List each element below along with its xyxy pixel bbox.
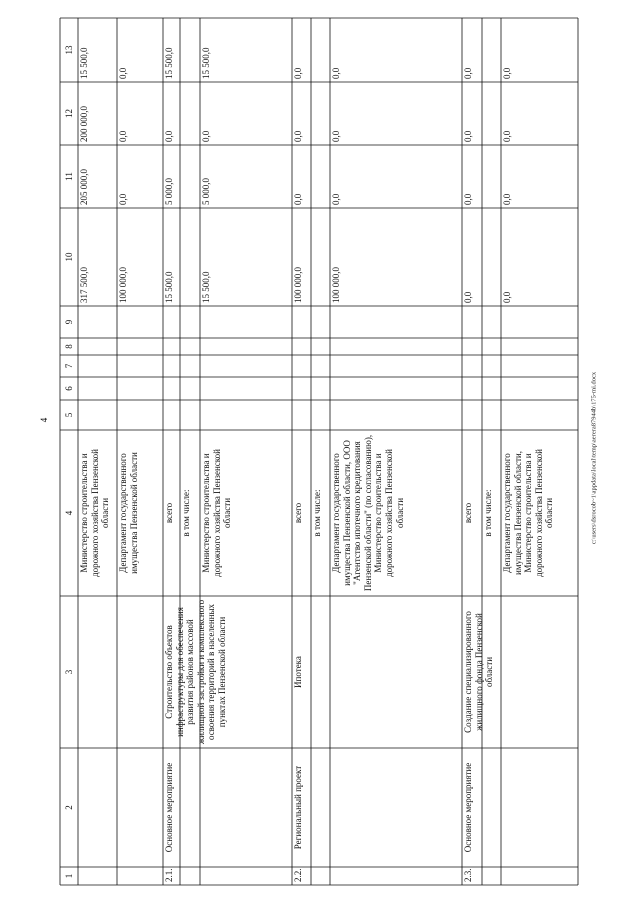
table-cell-9 — [311, 306, 330, 338]
table-cell-7-text — [482, 356, 501, 376]
table-cell-6-text — [117, 378, 163, 399]
table-cell-5 — [330, 400, 462, 430]
table-cell-12 — [200, 82, 292, 145]
table-cell-10 — [78, 208, 117, 306]
table-cell-11 — [78, 145, 117, 208]
table-cell-13-text — [180, 19, 200, 81]
table-cell-12 — [311, 82, 330, 145]
table-cell-11-text: 0,0 — [463, 193, 473, 205]
table-cell-11 — [330, 145, 462, 208]
header-cell — [60, 208, 78, 306]
table-cell-5-text — [330, 401, 462, 429]
table-cell-2-text — [78, 749, 163, 866]
header-cell-text: 9 — [63, 319, 74, 325]
table-cell-13-text: 15 500,0 — [164, 47, 174, 79]
table-cell-8-text — [78, 339, 117, 354]
table-cell-10-text — [482, 209, 501, 305]
table-cell-6 — [163, 377, 180, 400]
table-cell-11-text: 5 000,0 — [164, 178, 174, 205]
table-cell-8 — [311, 338, 330, 355]
table-cell-13 — [330, 18, 462, 82]
table-cell-9 — [180, 306, 200, 338]
header-cell-text: 4 — [63, 510, 74, 516]
table-cell-13-text: 0,0 — [502, 67, 512, 79]
table-cell-6 — [200, 377, 292, 400]
table-cell-6 — [78, 377, 117, 400]
table-cell-13 — [501, 18, 578, 82]
table-cell-9 — [200, 306, 292, 338]
table-cell-10-text: 15 500,0 — [164, 271, 174, 303]
table-cell-4-text: всего — [164, 502, 174, 524]
table-cell-8 — [292, 338, 311, 355]
table-cell-13 — [117, 18, 163, 82]
table-cell-9-text — [163, 307, 180, 337]
table-cell-10 — [482, 208, 501, 306]
table-cell-4-text: Департамент государственного имущества Пензенской области, ООО "Агентство ипотечного кредитования Пензенской области" (по согласованию), Министерство строительства и дорожного хозяйства Пензенской области — [331, 434, 405, 592]
table-cell-13-text: 15 500,0 — [201, 47, 211, 79]
table-cell-8-text — [462, 339, 482, 354]
table-cell-4 — [180, 430, 200, 596]
table-cell-7 — [117, 355, 163, 377]
table-cell-6-text — [330, 378, 462, 399]
header-cell — [60, 400, 78, 430]
table-cell-1-text: 2.2. — [293, 868, 303, 882]
table-cell-4-text: в том числе: — [181, 489, 191, 537]
table-cell-5 — [482, 400, 501, 430]
header-cell — [60, 355, 78, 377]
table-cell-12 — [117, 82, 163, 145]
header-cell-text: 12 — [63, 109, 74, 118]
table-cell-4 — [330, 430, 462, 596]
table-cell-9-text — [482, 307, 501, 337]
table-cell-9 — [462, 306, 482, 338]
table-cell-10-text: 15 500,0 — [201, 271, 211, 303]
table-cell-6 — [482, 377, 501, 400]
table-cell-11-text — [311, 146, 330, 207]
table-cell-12-text: 0,0 — [502, 130, 512, 142]
table-cell-13 — [200, 18, 292, 82]
header-cell-text: 13 — [63, 45, 74, 55]
table-cell-6-text — [311, 378, 330, 399]
table-cell-4 — [163, 430, 180, 596]
header-cell-text: 10 — [63, 252, 74, 262]
table-cell-6 — [292, 377, 311, 400]
table-cell-7-text — [117, 356, 163, 376]
table-cell-12-text: 0,0 — [118, 130, 128, 142]
table-cell-11 — [180, 145, 200, 208]
table-cell-13-text — [311, 19, 330, 81]
table-cell-7 — [200, 355, 292, 377]
table-cell-9 — [292, 306, 311, 338]
table-cell-9-text — [200, 307, 292, 337]
table-cell-6-text — [163, 378, 180, 399]
table-cell-7-text — [180, 356, 200, 376]
table-cell-13 — [163, 18, 180, 82]
page-number: 4 — [39, 417, 49, 423]
table-cell-7-text — [78, 356, 117, 376]
table-cell-13-text: 0,0 — [293, 67, 303, 79]
table-cell-5-text — [78, 401, 117, 429]
table-cell-4-text: в том числе: — [312, 489, 322, 537]
table-cell-11-text — [180, 146, 200, 207]
table-cell-11 — [501, 145, 578, 208]
table-cell-1 — [462, 867, 578, 885]
table-cell-13-text — [482, 19, 501, 81]
table-cell-10 — [462, 208, 482, 306]
table-cell-4 — [501, 430, 578, 596]
table-cell-12 — [482, 82, 501, 145]
table-cell-12 — [78, 82, 117, 145]
header-cell — [60, 596, 78, 748]
table-cell-11-text: 0,0 — [293, 193, 303, 205]
table-cell-4 — [311, 430, 330, 596]
table-cell-13-text: 0,0 — [118, 67, 128, 79]
table-cell-9 — [501, 306, 578, 338]
header-cell-text: 7 — [63, 363, 74, 369]
table-cell-6-text — [462, 378, 482, 399]
table-cell-7 — [330, 355, 462, 377]
table-cell-12-text — [482, 83, 501, 144]
table-cell-6 — [501, 377, 578, 400]
table-cell-4-text: всего — [463, 502, 473, 524]
table-cell-8-text — [117, 339, 163, 354]
table-cell-3 — [292, 596, 462, 748]
table-cell-10-text: 100 000,0 — [118, 267, 128, 303]
table-cell-5 — [292, 400, 311, 430]
table-cell-5 — [78, 400, 117, 430]
table-cell-3-text: Создание специализированного жилищного фонда Пензенской области — [463, 611, 495, 733]
table-cell-9 — [117, 306, 163, 338]
table-cell-5 — [200, 400, 292, 430]
table-cell-12 — [180, 82, 200, 145]
header-cell-text: 2 — [63, 805, 74, 810]
table-cell-1-text: 2.3. — [463, 868, 473, 882]
table-cell-13-text: 0,0 — [463, 67, 473, 79]
table-cell-7 — [311, 355, 330, 377]
table-cell-1-text: 2.1. — [164, 868, 174, 882]
table-cell-7-text — [462, 356, 482, 376]
table-cell-12-text: 200 000,0 — [79, 106, 89, 142]
table-cell-4-text: Министерство строительства и дорожного хозяйства Пензенской области — [79, 449, 111, 577]
table-cell-7-text — [311, 356, 330, 376]
header-cell — [60, 306, 78, 338]
table-cell-5-text — [180, 401, 200, 429]
table-cell-9 — [330, 306, 462, 338]
table-cell-8 — [501, 338, 578, 355]
table-cell-5-text — [501, 401, 578, 429]
table-cell-4 — [462, 430, 482, 596]
table-cell-4-text: Департамент государственного имущества Пензенской области, Министерство строительства и дорожного хозяйства Пензенской области — [502, 449, 555, 577]
table-cell-10 — [501, 208, 578, 306]
table-cell-2 — [292, 748, 462, 867]
table-cell-2 — [78, 748, 163, 867]
table-cell-11 — [292, 145, 311, 208]
table-cell-6-text — [78, 378, 117, 399]
table-cell-10-text: 0,0 — [502, 291, 512, 303]
table-cell-13 — [311, 18, 330, 82]
table-cell-4-text: Департамент государственного имущества Пензенской области — [118, 452, 139, 574]
table-cell-10 — [292, 208, 311, 306]
table-cell-13 — [462, 18, 482, 82]
table-cell-8 — [163, 338, 180, 355]
table-cell-2 — [462, 748, 578, 867]
table-cell-7-text — [292, 356, 311, 376]
table-cell-3 — [78, 596, 163, 748]
table-cell-8-text — [330, 339, 462, 354]
header-cell — [60, 867, 78, 885]
table-cell-7 — [501, 355, 578, 377]
table-cell-13 — [482, 18, 501, 82]
header-cell-text: 11 — [63, 172, 74, 181]
table-cell-11 — [462, 145, 482, 208]
table-cell-3 — [462, 596, 578, 748]
table-cell-8 — [117, 338, 163, 355]
table-cell-11 — [163, 145, 180, 208]
table-cell-9-text — [462, 307, 482, 337]
table-cell-12-text: 0,0 — [201, 130, 211, 142]
table-cell-7 — [482, 355, 501, 377]
table-cell-9-text — [292, 307, 311, 337]
table-cell-11-text: 0,0 — [331, 193, 341, 205]
table-cell-8-text — [311, 339, 330, 354]
table-cell-6 — [311, 377, 330, 400]
table-cell-6-text — [180, 378, 200, 399]
table-cell-7-text — [200, 356, 292, 376]
header-cell-text: 3 — [63, 669, 74, 675]
table-cell-5-text — [163, 401, 180, 429]
table-cell-13 — [180, 18, 200, 82]
table-cell-8-text — [163, 339, 180, 354]
table-cell-3-text: Строительство объектов инфраструктуры для обеспечения развития районов массовой жилищной застройки и комплексного освоения территорий в населенных пунктах Пензенской области — [164, 599, 227, 745]
table-cell-9-text — [330, 307, 462, 337]
table-cell-10 — [163, 208, 180, 306]
table-cell-4 — [482, 430, 501, 596]
header-cell-text: 6 — [63, 386, 74, 391]
table-cell-11-text: 0,0 — [118, 193, 128, 205]
table-cell-11 — [482, 145, 501, 208]
table-cell-7 — [78, 355, 117, 377]
table-cell-3-text — [78, 597, 163, 747]
table-cell-11-text: 0,0 — [502, 193, 512, 205]
table-cell-2-text: Основное мероприятие — [164, 762, 174, 853]
table-cell-7-text — [501, 356, 578, 376]
table-cell-10 — [200, 208, 292, 306]
table-cell-10-text — [180, 209, 200, 305]
table-cell-6 — [462, 377, 482, 400]
table-cell-6-text — [482, 378, 501, 399]
table-cell-6-text — [200, 378, 292, 399]
table-cell-11 — [200, 145, 292, 208]
table-cell-7-text — [163, 356, 180, 376]
table-cell-7 — [180, 355, 200, 377]
header-cell-text: 8 — [63, 344, 74, 349]
table-cell-5-text — [200, 401, 292, 429]
header-cell — [60, 338, 78, 355]
table-cell-5 — [462, 400, 482, 430]
header-cell — [60, 18, 78, 82]
table-cell-10 — [117, 208, 163, 306]
table-cell-4-text: в том числе: — [483, 489, 493, 537]
table-cell-8 — [78, 338, 117, 355]
table-cell-4 — [78, 430, 117, 596]
table-cell-10-text: 100 000,0 — [331, 267, 341, 303]
table-cell-12 — [292, 82, 311, 145]
table-cell-8-text — [482, 339, 501, 354]
table-cell-12 — [501, 82, 578, 145]
table-cell-5 — [311, 400, 330, 430]
table-cell-11-text: 205 000,0 — [79, 169, 89, 205]
table-cell-11-text: 5 000,0 — [201, 178, 211, 205]
table-cell-12-text: 0,0 — [463, 130, 473, 142]
table-cell-8-text — [501, 339, 578, 354]
header-cell — [60, 430, 78, 596]
table-cell-12 — [330, 82, 462, 145]
table-cell-1-text — [78, 868, 163, 884]
table-cell-8 — [462, 338, 482, 355]
header-cell — [60, 377, 78, 400]
footer-path-text: c:\users\dsrocob~1\appdata\local\temp\aerera87944b\175-mi.docx — [590, 371, 598, 545]
table-cell-9-text — [311, 307, 330, 337]
table-cell-11-text — [482, 146, 501, 207]
table-cell-4-text: Министерство строительства и дорожного хозяйства Пензенской области — [201, 449, 233, 577]
table-cell-9-text — [180, 307, 200, 337]
table-cell-6 — [117, 377, 163, 400]
table-cell-12 — [462, 82, 482, 145]
table-cell-9-text — [117, 307, 163, 337]
table-cell-10-text: 317 500,0 — [79, 267, 89, 303]
table-cell-4 — [292, 430, 311, 596]
table-cell-7-text — [330, 356, 462, 376]
table-cell-11 — [311, 145, 330, 208]
table-cell-12 — [163, 82, 180, 145]
table-cell-5 — [117, 400, 163, 430]
table-cell-5-text — [482, 401, 501, 429]
table-cell-7 — [462, 355, 482, 377]
header-cell — [60, 82, 78, 145]
table-cell-12-text — [180, 83, 200, 144]
table-cell-10-text: 0,0 — [463, 291, 473, 303]
header-cell-text: 1 — [63, 873, 74, 879]
header-cell-text: 5 — [63, 412, 74, 418]
table-cell-4-text: всего — [293, 502, 303, 524]
table-cell-7 — [292, 355, 311, 377]
table-cell-13 — [292, 18, 311, 82]
table-cell-9 — [482, 306, 501, 338]
table-cell-6 — [330, 377, 462, 400]
table-cell-9-text — [501, 307, 578, 337]
table-cell-6-text — [292, 378, 311, 399]
table-cell-13-text: 0,0 — [331, 67, 341, 79]
table-cell-6 — [180, 377, 200, 400]
table-cell-10 — [180, 208, 200, 306]
table-cell-9 — [163, 306, 180, 338]
table-cell-2 — [163, 748, 292, 867]
table-cell-12-text: 0,0 — [164, 130, 174, 142]
table-cell-8-text — [292, 339, 311, 354]
table-cell-2-text: Основное мероприятие — [463, 762, 473, 853]
table-cell-5-text — [117, 401, 163, 429]
table-cell-1 — [163, 867, 292, 885]
table-cell-8 — [482, 338, 501, 355]
table-cell-5 — [180, 400, 200, 430]
table-cell-10-text — [311, 209, 330, 305]
table-cell-11 — [117, 145, 163, 208]
table-cell-12-text — [311, 83, 330, 144]
table-cell-5 — [163, 400, 180, 430]
table-cell-10 — [311, 208, 330, 306]
table-cell-7 — [163, 355, 180, 377]
header-cell — [60, 748, 78, 867]
header-cell — [60, 145, 78, 208]
table-cell-8 — [180, 338, 200, 355]
table-cell-12-text: 0,0 — [331, 130, 341, 142]
table-cell-8 — [330, 338, 462, 355]
table-cell-5-text — [292, 401, 311, 429]
table-cell-10-text: 100 000,0 — [293, 267, 303, 303]
table-cell-12-text: 0,0 — [293, 130, 303, 142]
table-cell-1 — [292, 867, 462, 885]
table-cell-9-text — [78, 307, 117, 337]
table-cell-13 — [78, 18, 117, 82]
table-cell-10 — [330, 208, 462, 306]
table-cell-5-text — [462, 401, 482, 429]
table-cell-13-text: 15 500,0 — [79, 47, 89, 79]
table-cell-3-text: Ипотека — [293, 656, 303, 688]
table-cell-8 — [200, 338, 292, 355]
table-cell-5 — [501, 400, 578, 430]
table-cell-2-text: Региональный проект — [293, 765, 303, 850]
table-cell-8-text — [200, 339, 292, 354]
table-cell-4 — [200, 430, 292, 596]
table-cell-8-text — [180, 339, 200, 354]
table-cell-3 — [163, 596, 292, 748]
table-cell-6-text — [501, 378, 578, 399]
table-cell-9 — [78, 306, 117, 338]
table-cell-1 — [78, 867, 163, 885]
table-cell-5-text — [311, 401, 330, 429]
table-cell-4 — [117, 430, 163, 596]
